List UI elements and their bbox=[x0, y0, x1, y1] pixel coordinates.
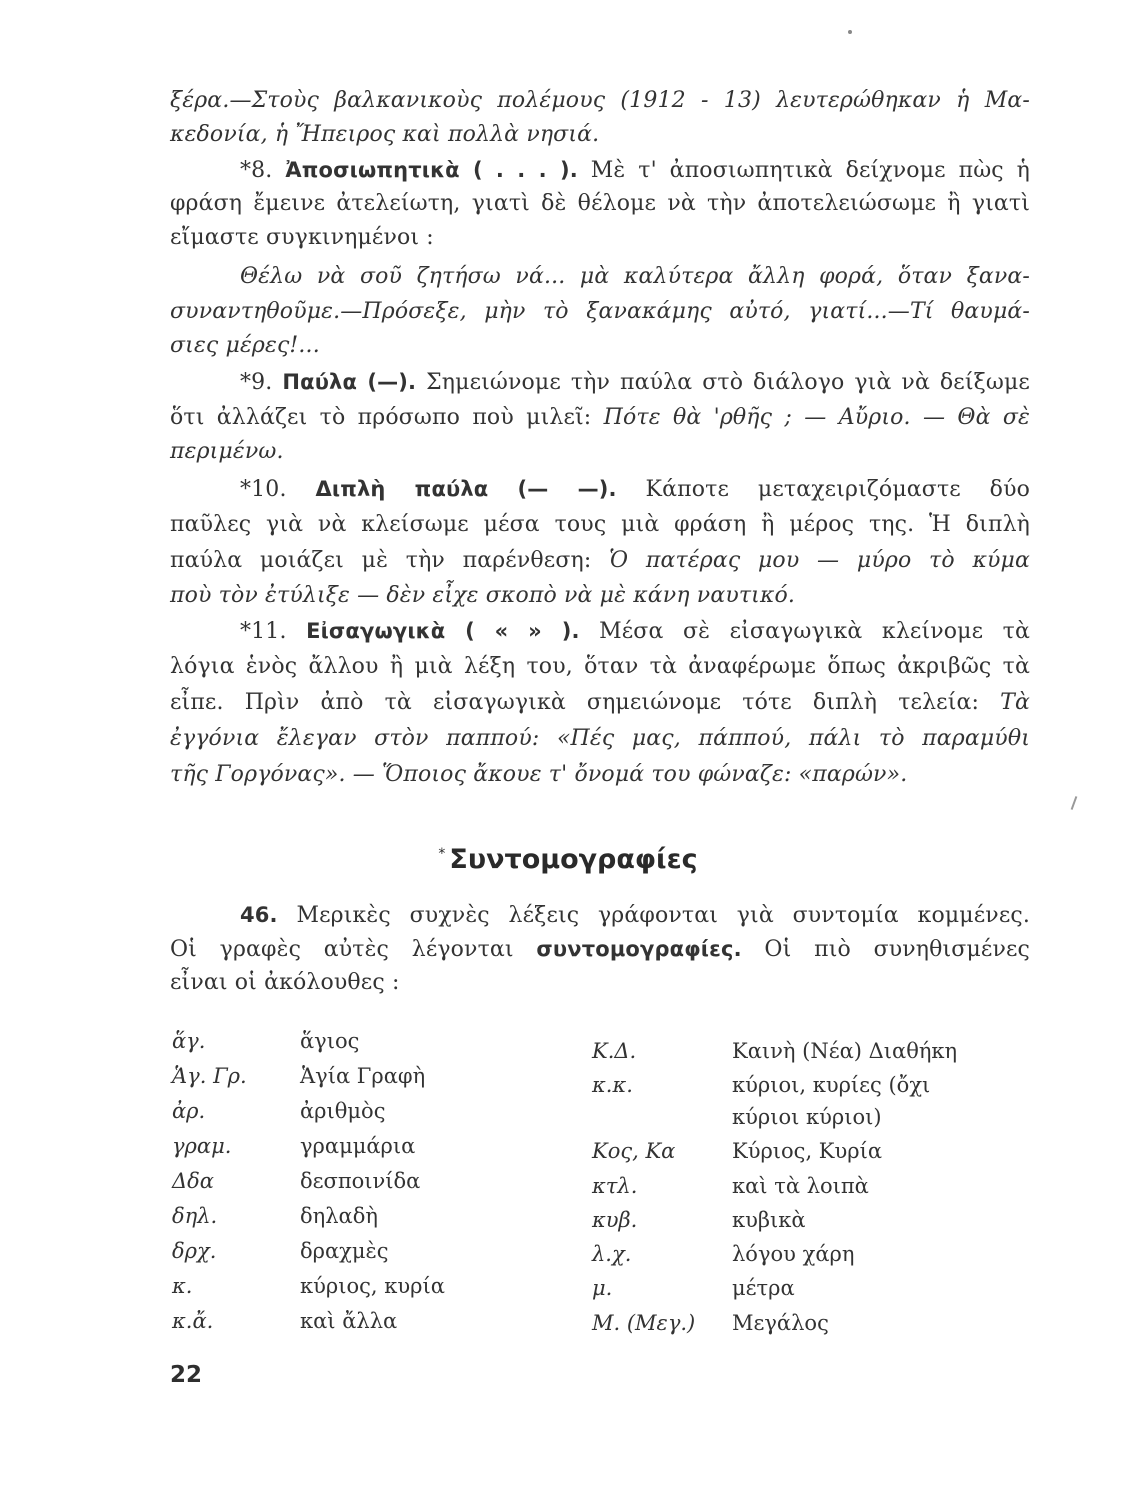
section-8-example-3: σιες μέρες!... bbox=[170, 333, 320, 358]
meaning-left-8: καὶ ἄλλα bbox=[300, 1309, 398, 1333]
abbr-left-7: κ. bbox=[172, 1274, 193, 1298]
section-46-line-1 bbox=[240, 900, 1030, 930]
section-46-text-2b: Οἱ πιὸ συνηθισμένες bbox=[764, 937, 1030, 962]
meaning-left-7: κύριος, κυρία bbox=[300, 1274, 445, 1298]
meaning-right-8: Μεγάλος bbox=[732, 1311, 829, 1335]
section-10-example-2: ποὺ τὸν ἐτύλιξε — δὲν εἶχε σκοπὸ νὰ μὲ κάνη ναυτικό. bbox=[170, 583, 796, 608]
section-46-line-3: εἶναι οἱ ἀκόλουθες : bbox=[170, 970, 400, 995]
section-9-example-2: περιμένω. bbox=[170, 439, 284, 464]
section-11-line-1 bbox=[240, 616, 1030, 646]
meaning-right-2: κύριοι κύριοι) bbox=[732, 1105, 882, 1129]
meaning-right-0: Καινὴ (Νέα) Διαθήκη bbox=[732, 1039, 958, 1063]
abbr-right-7: μ. bbox=[592, 1276, 613, 1300]
abbr-right-5: κυβ. bbox=[592, 1208, 638, 1232]
section-9-line-2 bbox=[170, 403, 1030, 433]
meaning-left-1: Ἁγία Γραφὴ bbox=[300, 1064, 426, 1088]
meaning-right-4: καὶ τὰ λοιπὰ bbox=[732, 1174, 869, 1198]
abbr-left-2: ἀρ. bbox=[172, 1099, 206, 1123]
section-10-line-3 bbox=[170, 546, 1030, 576]
section-10-example-1: Ὁ πατέρας μου — μύρο τὸ κύμα bbox=[609, 548, 1030, 573]
section-8-title: Ἀποσιωπητικὰ ( . . . ). bbox=[285, 158, 578, 182]
section-11-example-1: Τὰ bbox=[1000, 690, 1030, 715]
section-9-text-2: ὅτι ἀλλάζει τὸ πρόσωπο ποὺ μιλεῖ: bbox=[170, 405, 592, 430]
meaning-right-5: κυβικὰ bbox=[732, 1208, 806, 1232]
section-8-number: *8. bbox=[240, 158, 273, 183]
abbr-right-4: κτλ. bbox=[592, 1174, 638, 1198]
section-10-number: *10. bbox=[240, 477, 287, 502]
page-number: 22 bbox=[170, 1362, 203, 1388]
intro-line-2: κεδονία, ἡ Ἤπειρος καὶ πολλὰ νησιά. bbox=[170, 122, 600, 147]
section-11-text: Μέσα σὲ εἰσαγωγικὰ κλείνομε τὰ bbox=[599, 619, 1030, 644]
intro-line-1: ξέρα.—Στοὺς βαλκανικοὺς πολέμους (1912 - 13) λευτερώθηκαν ἡ Μα- bbox=[170, 88, 1030, 113]
scan-mark bbox=[1071, 796, 1078, 810]
section-8-line-1 bbox=[240, 155, 1030, 185]
section-10-text-3: παύλα μοιάζει μὲ τὴν παρένθεση: bbox=[170, 548, 592, 573]
section-9-title: Παύλα (—). bbox=[282, 370, 417, 394]
section-8-example-2: συναντηθοῦμε.—Πρόσεξε, μὴν τὸ ξανακάμης αὐτό, γιατί...—Τί θαυμά- bbox=[170, 299, 1030, 324]
meaning-left-0: ἅγιος bbox=[300, 1029, 360, 1053]
heading-asterisk: * bbox=[438, 846, 446, 862]
meaning-left-5: δηλαδὴ bbox=[300, 1204, 378, 1228]
scan-speck bbox=[848, 30, 852, 34]
section-11-number: *11. bbox=[240, 619, 287, 644]
meaning-left-4: δεσποινίδα bbox=[300, 1169, 421, 1193]
section-46-line-2 bbox=[170, 934, 1030, 964]
abbr-left-8: κ.ἄ. bbox=[172, 1309, 214, 1333]
heading-title: Συντομογραφίες bbox=[449, 844, 698, 875]
section-8-line-3: εἴμαστε συγκινημένοι : bbox=[170, 225, 434, 250]
abbr-left-5: δηλ. bbox=[172, 1204, 218, 1228]
section-10-line-1 bbox=[240, 474, 1030, 504]
abbr-left-6: δρχ. bbox=[172, 1239, 217, 1263]
section-9-line-1 bbox=[240, 367, 1030, 397]
section-8-text: Μὲ τ' ἀποσιωπητικὰ δείχνομε πὼς ἡ bbox=[590, 158, 1030, 183]
section-46-text: Μερικὲς συχνὲς λέξεις γράφονται γιὰ συντομία κομμένες. bbox=[296, 903, 1030, 928]
section-11-line-3 bbox=[170, 688, 1030, 718]
abbr-right-8: Μ. (Μεγ.) bbox=[592, 1311, 696, 1335]
section-9-text: Σημειώνομε τὴν παύλα στὸ διάλογο γιὰ νὰ δείξωμε bbox=[426, 370, 1030, 395]
abbr-right-6: λ.χ. bbox=[592, 1242, 632, 1266]
section-10-title: Διπλὴ παύλα (— —). bbox=[315, 477, 617, 501]
meaning-left-2: ἀριθμὸς bbox=[300, 1099, 386, 1123]
abbr-right-3: Κος, Κα bbox=[592, 1139, 676, 1163]
section-9-number: *9. bbox=[240, 370, 273, 395]
section-11-example-3: τῆς Γοργόνας». — Ὅποιος ἄκουε τ' ὄνομά του φώναζε: «παρών». bbox=[170, 762, 908, 787]
meaning-left-6: δραχμὲς bbox=[300, 1239, 389, 1263]
section-46-term: συντομογραφίες. bbox=[536, 937, 742, 961]
meaning-right-1: κύριοι, κυρίες (ὄχι bbox=[732, 1073, 931, 1097]
abbr-right-0: Κ.Δ. bbox=[592, 1039, 637, 1063]
abbr-right-1: κ.κ. bbox=[592, 1073, 633, 1097]
abbr-left-3: γραμ. bbox=[172, 1134, 232, 1158]
abbr-left-1: Ἁγ. Γρ. bbox=[172, 1064, 247, 1088]
section-11-example-2: ἐγγόνια ἔλεγαν στὸν παππού: «Πές μας, πάππού, πάλι τὸ παραμύθι bbox=[170, 726, 1030, 751]
section-heading bbox=[0, 834, 1136, 880]
section-10-line-2: παῦλες γιὰ νὰ κλείσωμε μέσα τους μιὰ φράση ἢ μέρος της. Ἡ διπλὴ bbox=[170, 512, 1030, 537]
meaning-left-3: γραμμάρια bbox=[300, 1134, 416, 1158]
meaning-right-7: μέτρα bbox=[732, 1276, 795, 1300]
section-11-title: Εἰσαγωγικὰ ( « » ). bbox=[306, 619, 580, 643]
section-10-text: Κάποτε μεταχειριζόμαστε δύο bbox=[645, 477, 1030, 502]
section-8-example-1: Θέλω νὰ σοῦ ζητήσω νά... μὰ καλύτερα ἄλλη φορά, ὅταν ξανα- bbox=[240, 264, 1030, 289]
section-11-text-3: εἶπε. Πρὶν ἀπὸ τὰ εἰσαγωγικὰ σημειώνομε τότε διπλὴ τελεία: bbox=[170, 690, 980, 715]
section-46-text-2a: Οἱ γραφὲς αὐτὲς λέγονται bbox=[170, 937, 514, 962]
meaning-right-3: Κύριος, Κυρία bbox=[732, 1139, 883, 1163]
section-9-example-1: Πότε θὰ 'ρθῆς ; — Αὔριο. — Θὰ σὲ bbox=[603, 405, 1030, 430]
section-46-number: 46. bbox=[240, 903, 278, 927]
abbr-left-0: ἅγ. bbox=[172, 1029, 206, 1053]
section-11-line-2: λόγια ἑνὸς ἄλλου ἢ μιὰ λέξη του, ὅταν τὰ ἀναφέρωμε ὅπως ἀκριβῶς τὰ bbox=[170, 654, 1030, 679]
meaning-right-6: λόγου χάρη bbox=[732, 1242, 855, 1266]
abbr-left-4: Δδα bbox=[172, 1169, 214, 1193]
section-8-line-2: φράση ἔμεινε ἀτελείωτη, γιατὶ δὲ θέλομε νὰ τὴν ἀποτελειώσωμε ἢ γιατὶ bbox=[170, 191, 1030, 216]
